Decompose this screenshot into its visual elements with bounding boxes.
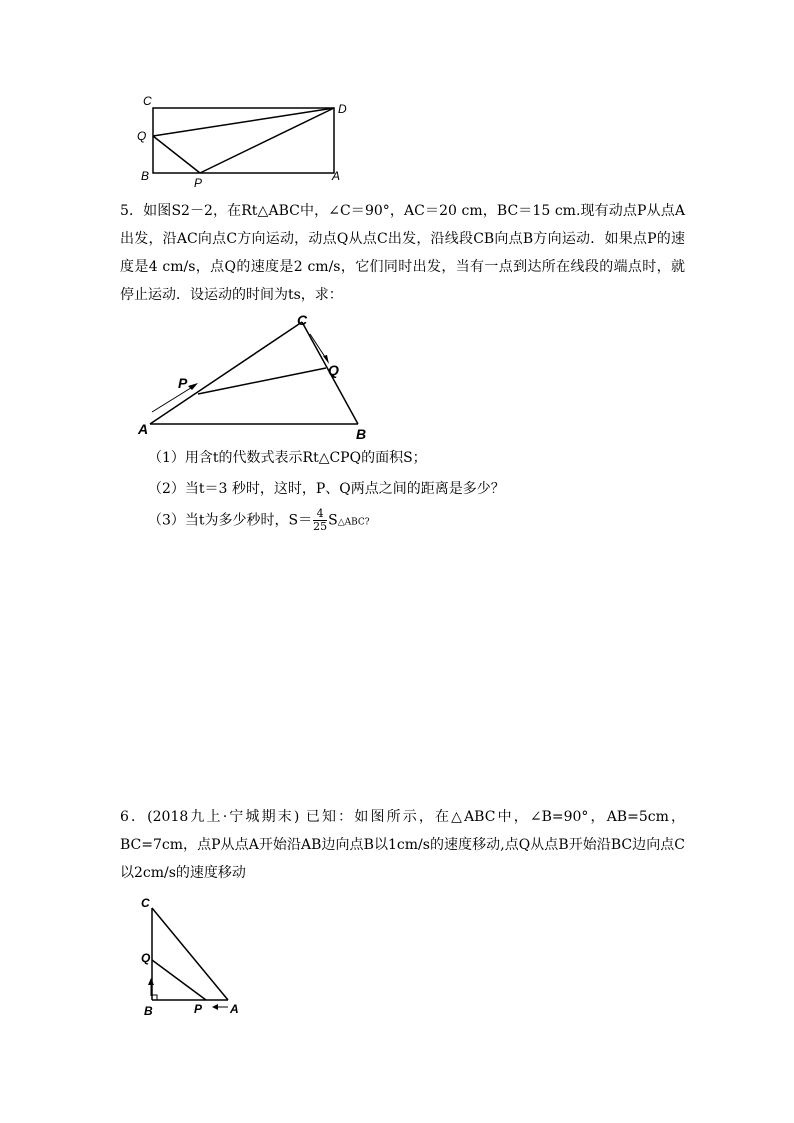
question-5-part-2: （2）当t＝3 秒时，这时，P、Q两点之间的距离是多少？ (148, 481, 505, 497)
label-a: A (230, 1002, 239, 1016)
fraction-numerator: 4 (313, 508, 327, 521)
question-5-part-3 (148, 508, 370, 534)
part-3-subscript: △ABC? (337, 517, 370, 528)
part-3-suffix: S (328, 512, 338, 529)
figure-rectangle (130, 92, 360, 192)
label-c: C (141, 896, 150, 910)
label-c: C (297, 312, 308, 328)
label-q: Q (137, 129, 147, 143)
label-b: B (356, 426, 367, 442)
label-p: P (194, 1002, 203, 1016)
question-5-text: 5．如图S2－2，在Rt△ABC中，∠C＝90°，AC＝20 cm，BC＝15 cm.现有动点P从点A出发，沿AC向点C方向运动，动点Q从点C出发，沿线段CB向点B方向运动．如果点P的速度是4 cm/s，点Q的速度是2 cm/s，它们同时出发，当有一点到达所在线段的端点时，就停止运动．设运动的时间为ts，求： (120, 203, 685, 303)
label-q: Q (141, 951, 151, 965)
label-a: A (138, 421, 149, 437)
question-5-part-1: （1）用含t的代数式表示Rt△CPQ的面积S； (148, 450, 427, 466)
fraction-denominator: 25 (313, 520, 328, 533)
label-c: C (143, 94, 152, 108)
fraction (313, 508, 327, 533)
figure-triangle-cpq (130, 308, 380, 448)
label-b: B (141, 169, 150, 183)
figure-right-triangle (138, 890, 258, 1020)
label-p: P (178, 375, 188, 391)
label-a: A (332, 169, 341, 183)
question-6-text: 6．(2018九上·宁城期末) 已知：如图所示，在△ABC中，∠B=90°，AB=5cm，BC=7cm，点P从点A开始沿AB边向点B以1cm/s的速度移动,点Q从点B开始沿BC边向点C以2cm/s的速度移动 (120, 809, 685, 881)
label-b: B (144, 1004, 153, 1018)
label-q: Q (328, 362, 339, 378)
part-3-prefix: （3）当t为多少秒时，S＝ (148, 512, 313, 529)
label-d: D (338, 102, 347, 116)
label-p: P (194, 176, 203, 190)
